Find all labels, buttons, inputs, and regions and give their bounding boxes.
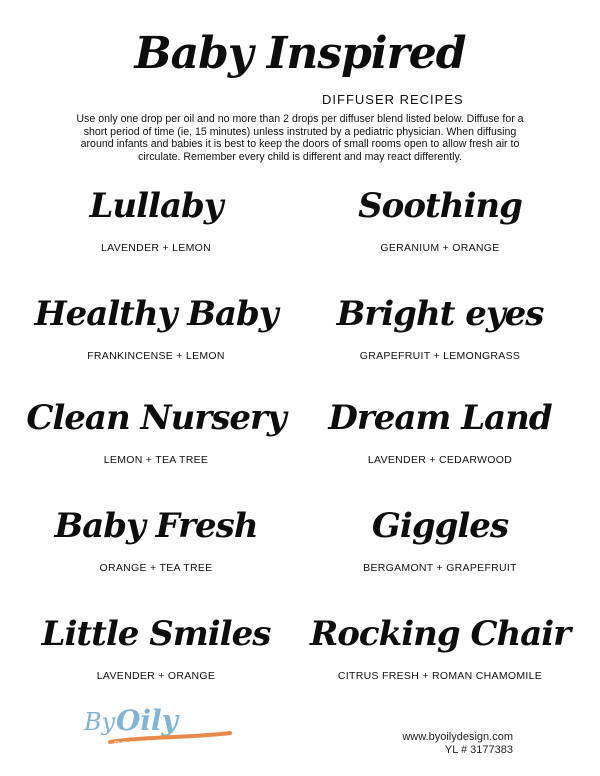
page-title: Baby Inspired bbox=[134, 28, 466, 79]
recipe-healthy-baby bbox=[26, 294, 286, 362]
website-link[interactable]: www.byoilydesign.com bbox=[402, 731, 513, 743]
recipe-oils: GRAPEFRUIT + LEMONGRASS bbox=[359, 350, 521, 362]
recipe-name: Healthy Baby bbox=[34, 294, 278, 334]
recipe-oils: FRANKINCENSE + LEMON bbox=[87, 350, 225, 362]
recipe-oils: LAVENDER + CEDARWOOD bbox=[367, 454, 513, 466]
recipe-oils: LAVENDER + ORANGE bbox=[96, 670, 216, 682]
page-subtitle: DIFFUSER RECIPES bbox=[322, 92, 464, 107]
recipe-dream-land bbox=[310, 398, 570, 466]
recipe-oils: ORANGE + TEA TREE bbox=[99, 562, 213, 574]
recipe-name: Giggles bbox=[371, 506, 509, 546]
logo-by-text: By bbox=[84, 708, 116, 736]
recipe-oils: BERGAMONT + GRAPEFRUIT bbox=[363, 562, 517, 574]
logo-oily-text: Oily bbox=[116, 704, 178, 737]
by-oily-design-logo bbox=[80, 700, 250, 756]
recipe-name: Baby Fresh bbox=[54, 506, 258, 546]
recipe-bright-eyes bbox=[310, 294, 570, 362]
member-id: YL # 3177383 bbox=[444, 744, 513, 756]
recipe-soothing bbox=[310, 186, 570, 254]
recipe-name: Bright eyes bbox=[336, 294, 544, 334]
recipe-giggles bbox=[310, 506, 570, 574]
recipe-name: Clean Nursery bbox=[26, 398, 286, 438]
recipe-oils: LEMON + TEA TREE bbox=[103, 454, 209, 466]
recipe-name: Little Smiles bbox=[41, 614, 271, 654]
recipe-name: Lullaby bbox=[89, 186, 223, 226]
recipe-oils: CITRUS FRESH + ROMAN CHAMOMILE bbox=[337, 670, 543, 682]
recipe-rocking-chair bbox=[310, 614, 570, 682]
recipe-oils: LAVENDER + LEMON bbox=[101, 242, 211, 254]
recipe-name: Dream Land bbox=[328, 398, 552, 438]
recipe-name: Rocking Chair bbox=[310, 614, 571, 654]
recipe-clean-nursery bbox=[26, 398, 286, 466]
recipe-name: Soothing bbox=[358, 186, 522, 226]
intro-paragraph: Use only one drop per oil and no more than 2 drops per diffuser blend listed below. Diffuse for a short period of time (ie, 15 minutes) unless instruted by a pediatric physician. When diffusing around infants and babies it is best to keep the doors of small rooms open to allow fresh air to circulate. Remember every child is different and may react differently. bbox=[76, 113, 524, 163]
recipe-baby-fresh bbox=[26, 506, 286, 574]
recipe-lullaby bbox=[26, 186, 286, 254]
recipe-oils: GERANIUM + ORANGE bbox=[380, 242, 500, 254]
logo-design-text: DESIGN bbox=[114, 740, 157, 749]
recipe-little-smiles bbox=[26, 614, 286, 682]
footer-contact bbox=[402, 731, 513, 757]
